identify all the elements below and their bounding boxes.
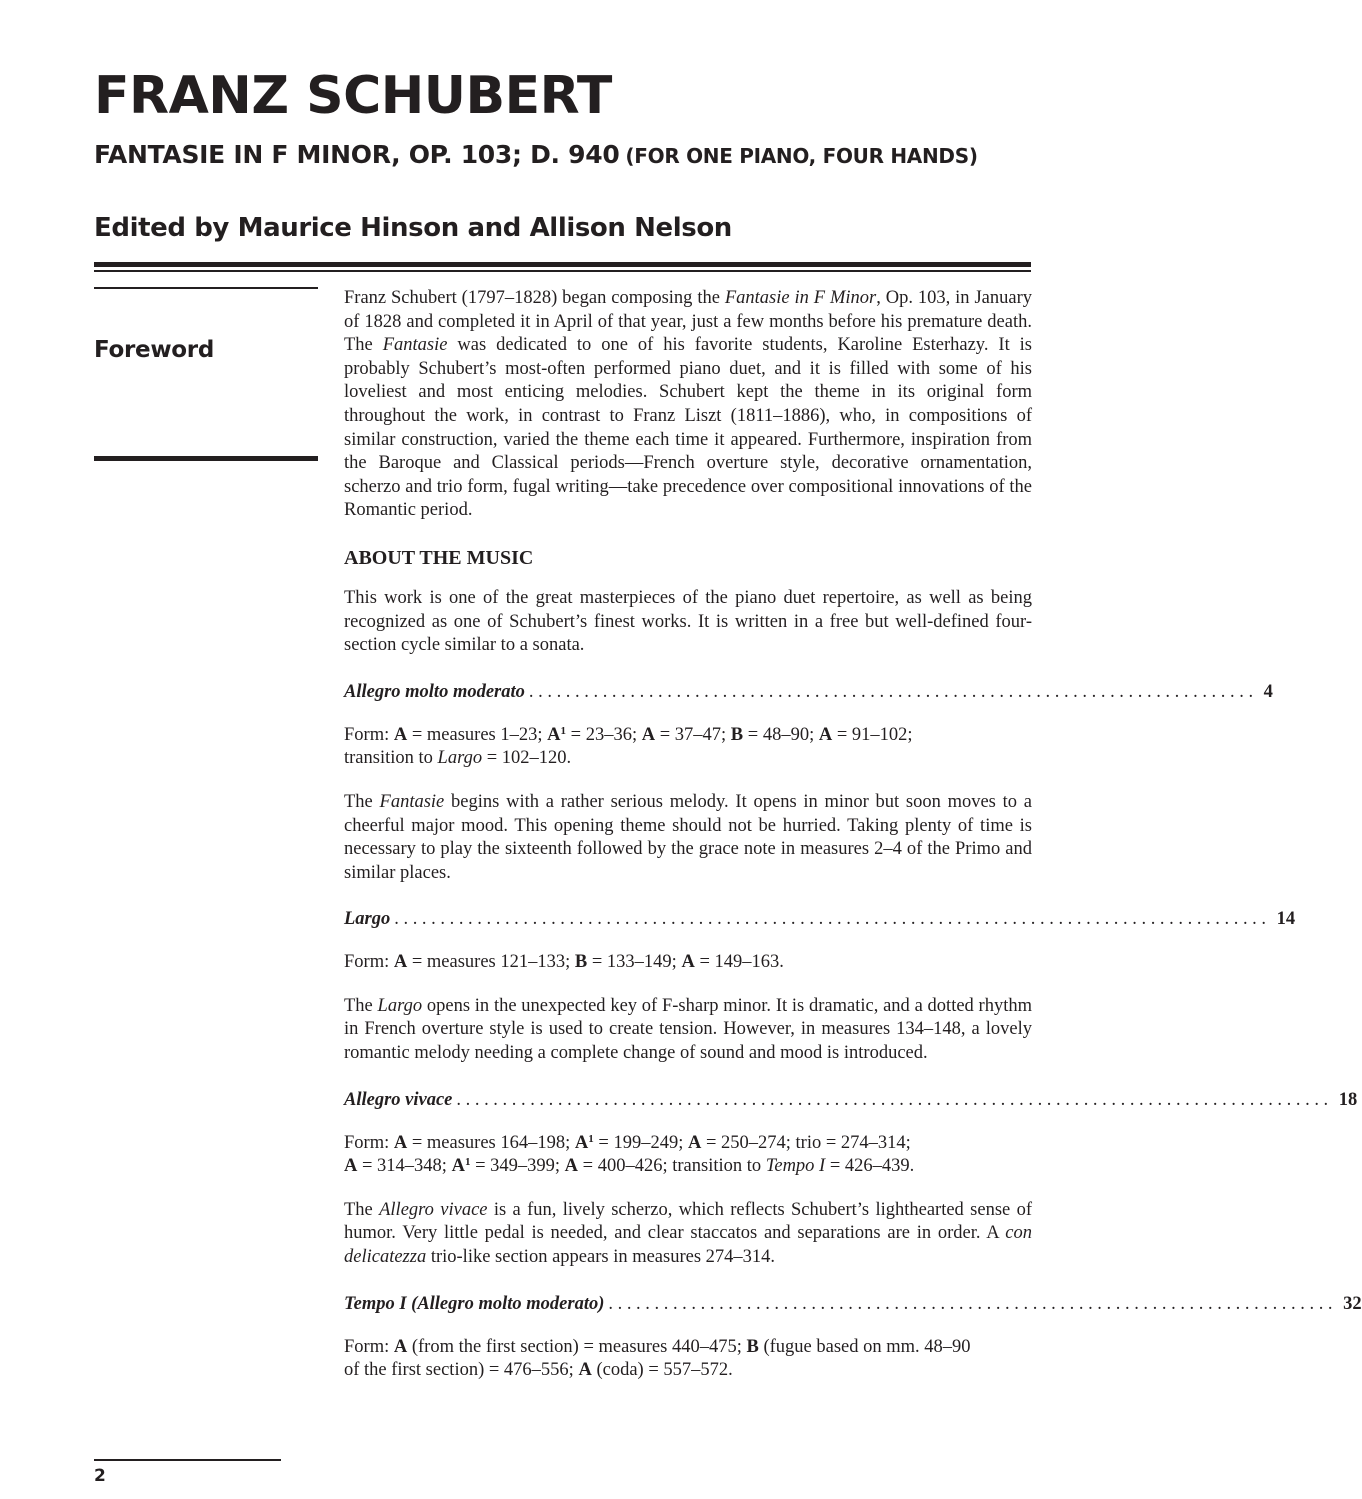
work-subtitle: (FOR ONE PIANO, FOUR HANDS) — [625, 144, 978, 168]
foreword-paragraph — [344, 287, 1032, 523]
header-rule-thin — [94, 270, 1031, 272]
footer-rule — [94, 1459, 281, 1461]
section-description: The Fantasie begins with a rather serious melody. It opens in minor but soon moves to a cheerful major mood. This opening theme should not be hurried. Taking plenty of time is necessary to play the sixteenth followed by the grace note in measures 2–4 of the Primo and similar places. — [344, 791, 1032, 883]
section-heading: ABOUT THE MUSIC — [344, 546, 534, 569]
composer-title: FRANZ SCHUBERT — [94, 66, 612, 126]
editors-line: Edited by Maurice Hinson and Allison Nelson — [94, 213, 732, 243]
form-description: Form: A = measures 121–133; B = 133–149; A = 149–163. — [344, 952, 784, 973]
text-run-italic: Fantasie — [382, 335, 448, 356]
page-number: 2 — [94, 1466, 106, 1486]
toc-entry-allegro-vivace — [344, 1088, 1358, 1112]
work-title-main: FANTASIE IN F MINOR, OP. 103; D. 940 — [94, 140, 620, 169]
about-intro: This work is one of the great masterpieces of the piano duet repertoire, as well as being recognized as one of Schubert’s finest works. It is written in a free but well-defined four-section cycle similar to a sonata. — [344, 587, 1032, 656]
text-run: , Op. 103, in January of 1828 and completed it in April of that year, just a few months before his premature death. The — [344, 288, 1032, 356]
toc-entry-tempo-i — [344, 1292, 1362, 1316]
sidebar-rule-top — [94, 287, 318, 289]
toc-title: Allegro molto moderato — [344, 681, 525, 702]
sidebar-label: Foreword — [94, 337, 214, 363]
sidebar-rule-bottom — [94, 456, 318, 461]
text-run: Franz Schubert (1797–1828) began composing the — [344, 288, 725, 308]
toc-leader: ............................................................................... — [528, 681, 1258, 702]
toc-entry-largo — [344, 907, 1296, 931]
toc-page: 18 — [1338, 1089, 1358, 1110]
toc-leader: ............................................................................................... — [456, 1089, 1333, 1110]
toc-leader: ............................................................................... — [608, 1293, 1338, 1314]
form-description: Form: A (from the first section) = measures 440–475; B (fugue based on mm. 48–90 of the first section) = 476–556; A (coda) = 557–572. — [344, 1336, 971, 1381]
toc-page: 14 — [1276, 909, 1296, 930]
toc-title: Tempo I (Allegro molto moderato) — [344, 1293, 605, 1314]
form-description: Form: A = measures 1–23; $A^1 = 23-36$; A = 37–47; B = 48–90; A = 91–102; transition to Largo = 102–120. — [344, 724, 913, 769]
section-description: The Allegro vivace is a fun, lively scherzo, which reflects Schubert’s lighthearted sense of humor. Very little pedal is needed, and clear staccatos and separations are in order. A con delicatezza trio-like section appears in measures 274–314. — [344, 1199, 1032, 1268]
toc-title: Largo — [344, 909, 391, 930]
text-run-italic: Fantasie in F Minor — [724, 288, 877, 308]
toc-page: 4 — [1263, 681, 1273, 702]
header-rule-thick — [94, 262, 1031, 267]
form-description: Form: A = measures 164–198; $A^1 = 199-249$; A = 250–274; trio = 274–314; A = 314–348; $A^1 = 349-399$; A = 400–426; transition to Tempo I = 426–439. — [344, 1132, 915, 1177]
section-description: The Largo opens in the unexpected key of F-sharp minor. It is dramatic, and a dotted rhythm in French overture style is used to create tension. However, in measures 134–148, a lovely romantic melody needing a complete change of sound and mood is introduced. — [344, 995, 1032, 1064]
toc-entry-allegro-molto-moderato — [344, 680, 1273, 704]
text-run: was dedicated to one of his favorite students, Karoline Esterhazy. It is probably Schubert’s most-often performed piano duet, and it is filled with some of his loveliest and most enticing melodies. Schubert kept the theme in its original form throughout the work, in contrast to Franz Liszt (1811–1886), who, in compositions of similar construction, varied the theme each time it appeared. Furthermore, inspiration from the Baroque and Classical periods—French overture style, decorative ornamentation, scherzo and trio form, fugal writing—take precedence over compositional innovations of the Romantic period. — [344, 335, 1032, 521]
foreword-body — [344, 287, 1362, 1383]
toc-page: 32 — [1343, 1293, 1362, 1314]
toc-leader: ............................................................................................... — [394, 909, 1271, 930]
work-title — [94, 139, 978, 172]
toc-title: Allegro vivace — [344, 1089, 453, 1110]
